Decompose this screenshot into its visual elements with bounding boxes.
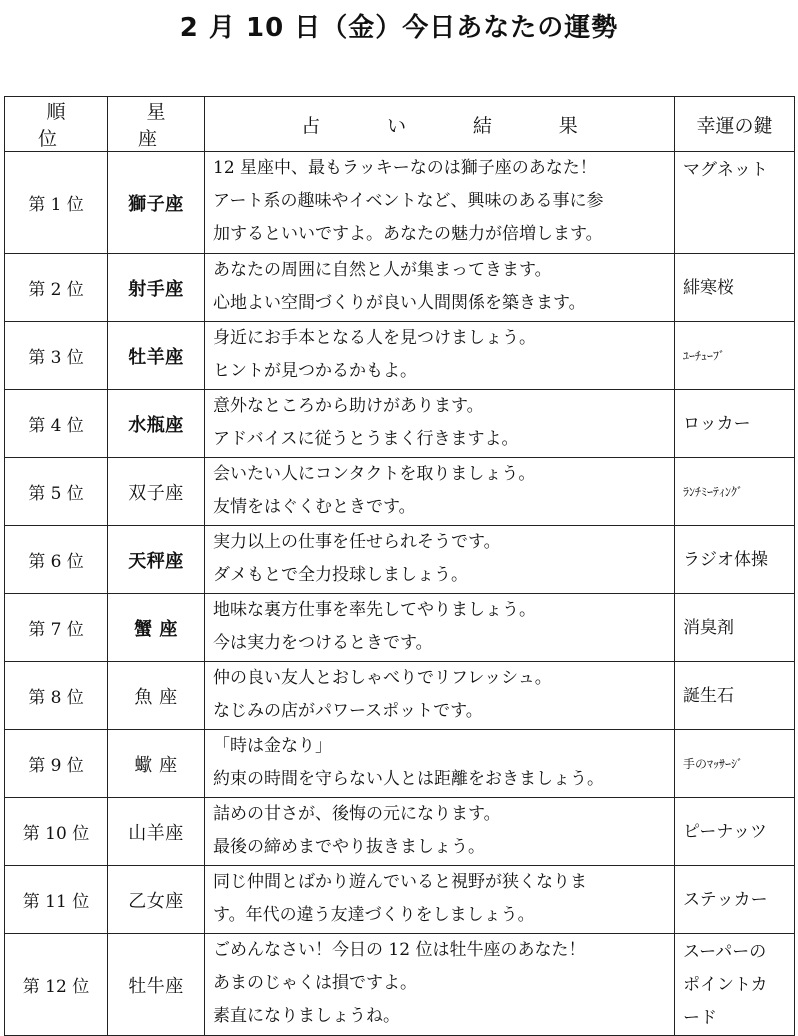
result-line: 実力以上の仕事を任せられそうです。 [213,532,501,552]
result-cell [205,322,675,390]
header-key: 幸運の鍵 [675,97,795,152]
rank-cell: 第 9 位 [5,730,108,798]
result-line: 素直になりましょうね。 [213,1006,400,1026]
result-line: アート系の趣味やイベントなど、興味のある事に参 [213,191,604,211]
table-row [5,730,795,798]
table-row [5,458,795,526]
key-cell: ﾕｰﾁｭｰﾌﾞ [675,322,795,390]
key-cell: ﾗﾝﾁﾐｰﾃｨﾝｸﾞ [675,458,795,526]
rank-cell: 第 2 位 [5,254,108,322]
rank-cell: 第 12 位 [5,934,108,1036]
table-row [5,526,795,594]
result-line: なじみの店がパワースポットです。 [213,701,483,721]
result-line: あなたの周囲に自然と人が集まってきます。 [213,260,552,280]
fortune-table [4,96,795,1036]
header-sign: 星 座 [108,97,205,152]
sign-cell: 蟹 座 [108,594,205,662]
rank-cell: 第 3 位 [5,322,108,390]
key-cell: ステッカー [675,866,795,934]
table-row [5,390,795,458]
key-line: ード [683,1008,717,1028]
sign-cell: 双子座 [108,458,205,526]
result-line: 会いたい人にコンタクトを取りましょう。 [213,464,536,484]
result-line: 友情をはぐくむときです。 [213,497,416,517]
rank-cell: 第 7 位 [5,594,108,662]
sign-cell: 魚 座 [108,662,205,730]
rank-cell: 第 6 位 [5,526,108,594]
key-cell: 緋寒桜 [675,254,795,322]
table-header-row [5,97,795,152]
result-line: 約束の時間を守らない人とは距離をおきましょう。 [213,769,604,789]
result-line: ダメもとで全力投球しましょう。 [213,565,468,585]
table-row [5,798,795,866]
result-line: ごめんなさい！今日の 12 位は牡牛座のあなた！ [213,940,586,960]
result-cell [205,798,675,866]
table-row [5,322,795,390]
rank-cell: 第 8 位 [5,662,108,730]
result-line: 心地よい空間づくりが良い人間関係を築きます。 [213,293,586,313]
header-result: 占 い 結 果 [205,97,675,152]
result-cell [205,152,675,254]
result-line: 「時は金なり」 [213,736,332,756]
rank-cell: 第 4 位 [5,390,108,458]
sign-cell: 山羊座 [108,798,205,866]
result-line: あまのじゃくは損ですよ。 [213,973,417,993]
rank-cell: 第 1 位 [5,152,108,254]
rank-cell: 第 10 位 [5,798,108,866]
result-cell [205,458,675,526]
table-row [5,934,795,1036]
page-title: 2 月 10 日（金）今日あなたの運勢 [179,13,619,43]
key-cell: ロッカー [675,390,795,458]
sign-cell: 天秤座 [108,526,205,594]
key-cell: 消臭剤 [675,594,795,662]
sign-cell: 水瓶座 [108,390,205,458]
key-line: スーパーの [683,942,767,962]
table-row [5,866,795,934]
key-line: ポイントカ [683,975,768,995]
key-cell [675,934,795,1036]
result-line: 地味な裏方仕事を率先してやりましょう。 [213,600,536,620]
key-cell: 手のﾏｯｻｰｼﾞ [675,730,795,798]
sign-cell: 牡羊座 [108,322,205,390]
result-cell [205,526,675,594]
result-line: 身近にお手本となる人を見つけましょう。 [213,328,536,348]
rank-cell: 第 5 位 [5,458,108,526]
result-line: 意外なところから助けがあります。 [213,396,484,416]
result-line: 仲の良い友人とおしゃべりでリフレッシュ。 [213,668,552,688]
key-cell: ピーナッツ [675,798,795,866]
key-cell: 誕生石 [675,662,795,730]
result-line: 詰めの甘さが、後悔の元になります。 [213,804,501,824]
result-line: 12 星座中、最もラッキーなのは獅子座のあなた！ [213,158,597,178]
table-row [5,152,795,254]
result-line: アドバイスに従うとうまく行きますよ。 [213,429,519,449]
table-row [5,594,795,662]
key-cell: マグネット [675,152,795,254]
result-cell [205,730,675,798]
sign-cell: 蠍 座 [108,730,205,798]
result-line: 今は実力をつけるときです。 [213,633,433,653]
rank-cell: 第 11 位 [5,866,108,934]
sign-cell: 牡牛座 [108,934,205,1036]
sign-cell: 射手座 [108,254,205,322]
result-line: ヒントが見つかるかもよ。 [213,361,417,381]
key-cell: ラジオ体操 [675,526,795,594]
sign-cell: 乙女座 [108,866,205,934]
result-cell [205,866,675,934]
result-line: す。年代の違う友達づくりをしましょう。 [213,905,535,925]
table-row [5,662,795,730]
table-row [5,254,795,322]
result-cell [205,662,675,730]
result-cell [205,254,675,322]
sign-cell: 獅子座 [108,152,205,254]
header-rank: 順 位 [5,97,108,152]
result-line: 同じ仲間とばかり遊んでいると視野が狭くなりま [213,872,587,892]
result-line: 最後の締めまでやり抜きましょう。 [213,837,485,857]
result-cell [205,934,675,1036]
result-cell [205,390,675,458]
result-line: 加するといいですよ。あなたの魅力が倍増します。 [213,224,603,244]
result-cell [205,594,675,662]
